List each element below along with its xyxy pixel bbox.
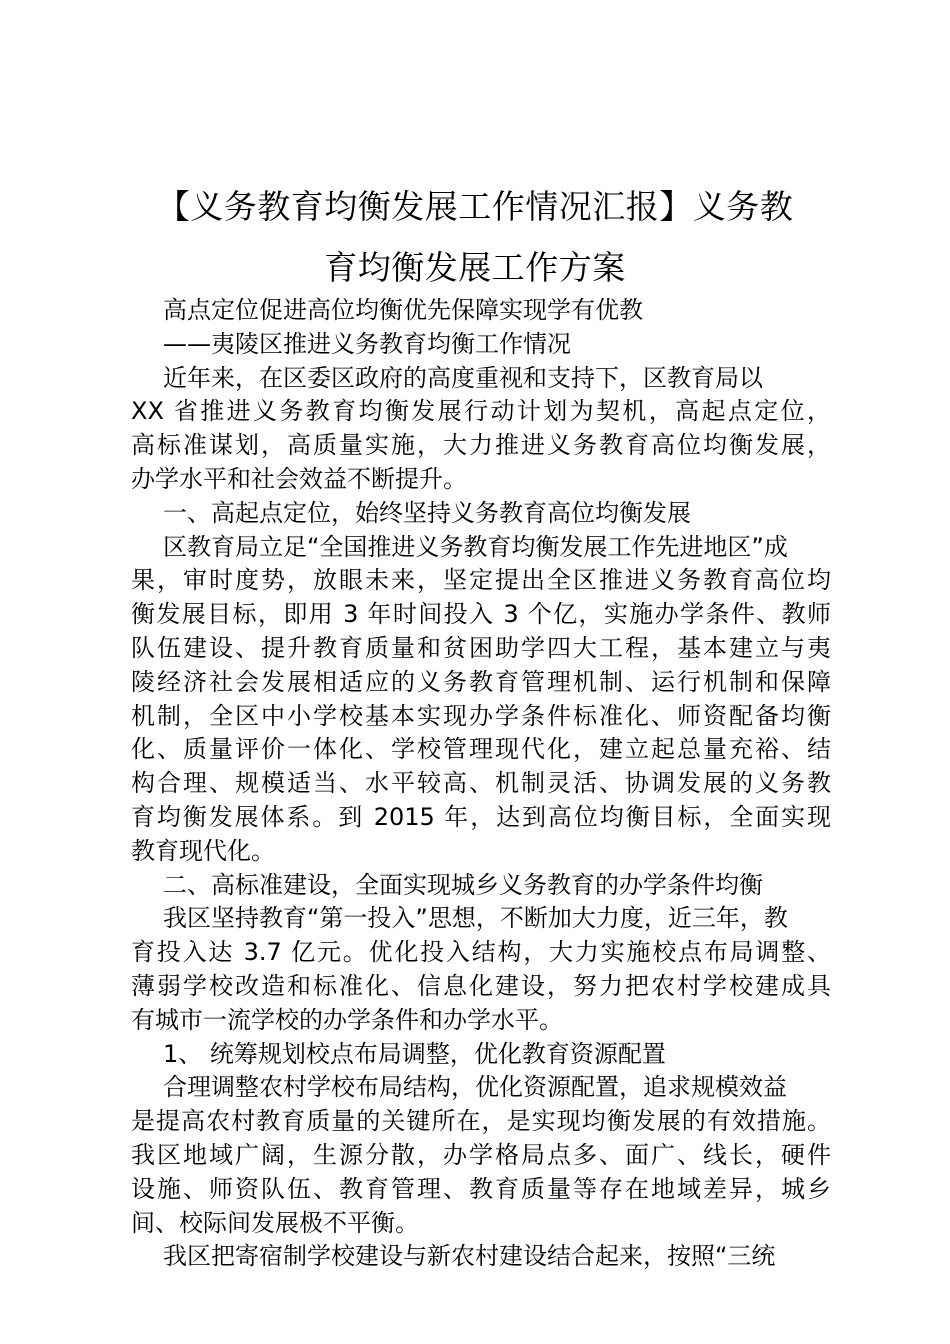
paragraph-line: 队伍建设、提升教育质量和贫困助学四大工程，基本建立与夷 [131,633,831,662]
subtitle-line: 高点定位促进高位均衡优先保障实现学有优教 [163,296,643,324]
paragraph-line: 高标准谋划，高质量实施，大力推进义务教育高位均衡发展， [131,431,831,460]
paragraph-line: 衡发展目标，即用 3 年时间投入 3 个亿，实施办学条件、教师 [131,600,831,629]
document-body [131,294,831,1274]
paragraph-line: 化、质量评价一体化、学校管理现代化，建立起总量充裕、结 [131,735,831,764]
paragraph-line: 薄弱学校改造和标准化、信息化建设，努力把农村学校建成具 [131,971,831,1000]
title-line: 育均衡发展工作方案 [324,248,626,287]
paragraph-line: 区教育局立足“全国推进义务教育均衡发展工作先进地区”成 [163,532,788,561]
paragraph-line: 有城市一流学校的办学条件和办学水平。 [131,1005,563,1034]
paragraph-line: 果，审时度势，放眼未来，坚定提出全区推进义务教育高位均 [131,566,831,595]
document-title [110,176,840,298]
section-heading: 二、高标准建设，全面实现城乡义务教育的办学条件均衡 [163,870,763,899]
paragraph-line: 陵经济社会发展相适应的义务教育管理机制、运行机制和保障 [131,667,831,696]
paragraph-line: 机制，全区中小学校基本实现办学条件标准化、师资配备均衡 [131,701,831,730]
paragraph-line: 办学水平和社会效益不断提升。 [131,464,467,493]
paragraph-line: 近年来，在区委区政府的高度重视和支持下，区教育局以 [163,363,763,392]
paragraph-line: 设施、师资队伍、教育管理、教育质量等存在地域差异，城乡 [131,1174,831,1203]
paragraph-line: 我区把寄宿制学校建设与新农村建设结合起来，按照“三统 [163,1242,776,1271]
paragraph-line: 构合理、规模适当、水平较高、机制灵活、协调发展的义务教 [131,769,831,798]
title-line: 【义务教育均衡发展工作情况汇报】义务教 [156,187,794,226]
paragraph-line: 我区坚持教育“第一投入”思想，不断加大力度，近三年，教 [163,904,788,933]
paragraph-line: 我区地域广阔，生源分散，办学格局点多、面广、线长，硬件 [131,1140,831,1169]
paragraph-line: 教育现代化。 [131,836,275,865]
paragraph-line: 育均衡发展体系。到 2015 年，达到高位均衡目标，全面实现 [131,802,831,831]
section-heading: 一、高起点定位，始终坚持义务教育高位均衡发展 [163,498,691,527]
paragraph-line: 是提高农村教育质量的关键所在，是实现均衡发展的有效措施。 [131,1107,831,1136]
paragraph-line: XX 省推进义务教育均衡发展行动计划为契机，高起点定位， [131,397,831,426]
paragraph-line: 育投入达 3.7 亿元。优化投入结构，大力实施校点布局调整、 [131,938,831,967]
section-heading: 1、 统筹规划校点布局调整，优化教育资源配置 [163,1039,666,1068]
paragraph-line: 合理调整农村学校布局结构，优化资源配置，追求规模效益 [163,1073,787,1102]
paragraph-line: 间、校际间发展极不平衡。 [131,1208,419,1237]
subtitle-line: ——夷陵区推进义务教育均衡工作情况 [163,329,571,358]
